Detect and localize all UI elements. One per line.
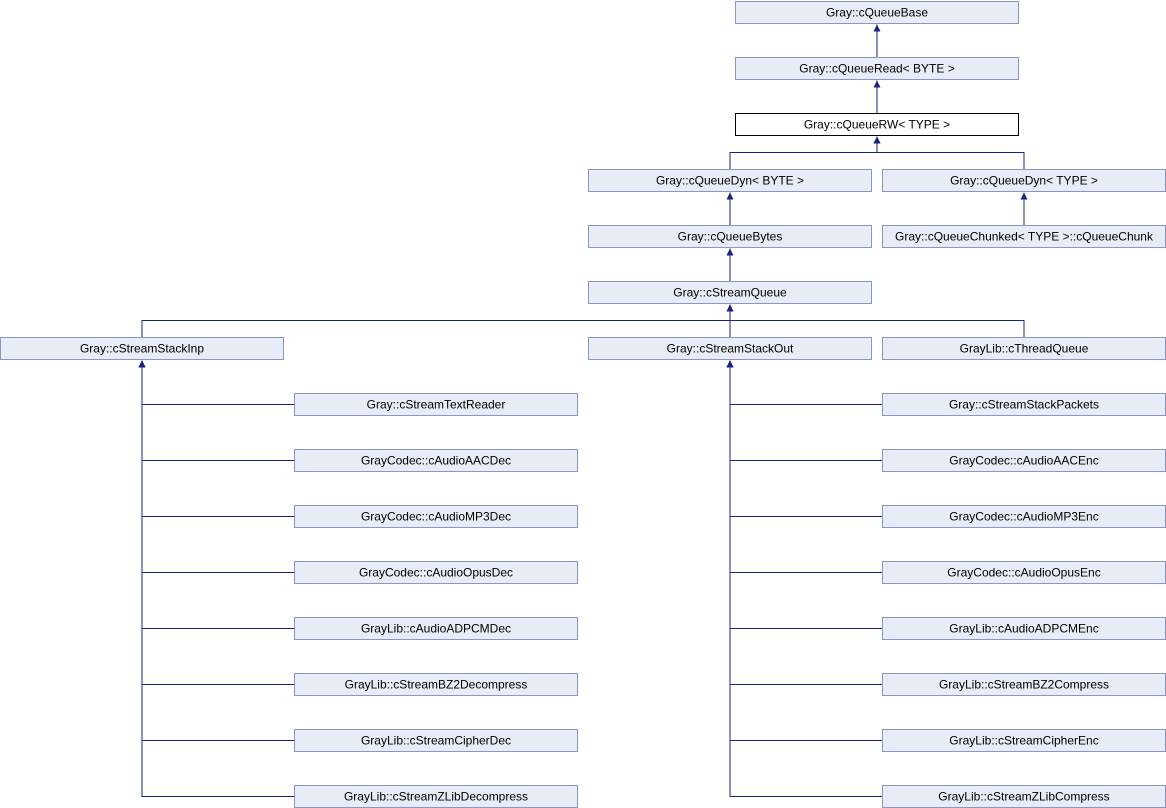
- edge-stream_bz2_decompress-to-stream_stack_inp: [142, 361, 295, 685]
- class-node-label: GrayLib::cStreamCipherDec: [360, 733, 512, 748]
- class-node-stream-cipher-dec[interactable]: [295, 730, 578, 752]
- class-node-label: Gray::cQueueBytes: [677, 229, 783, 244]
- class-node-label: GrayCodec::cAudioOpusDec: [358, 565, 514, 580]
- class-node-label: GrayCodec::cAudioMP3Dec: [360, 509, 512, 524]
- class-node-label: Gray::cStreamStackInp: [79, 341, 205, 356]
- class-node-stream-bz2-compress[interactable]: [883, 674, 1166, 696]
- class-node-thread-queue[interactable]: [883, 338, 1166, 360]
- class-node-queue-bytes[interactable]: [589, 226, 872, 248]
- class-node-label: Gray::cQueueDyn< BYTE >: [655, 173, 805, 188]
- edge-audio_adpcm_dec-to-stream_stack_inp: [142, 361, 295, 629]
- class-node-label: Gray::cStreamStackOut: [666, 341, 794, 356]
- edge-arrowhead: [727, 361, 734, 368]
- edge-stream_zlib_compress-to-stream_stack_out: [730, 361, 883, 797]
- edge-stream_cipher_dec-to-stream_stack_inp: [142, 361, 295, 741]
- class-node-label: GrayCodec::cAudioAACEnc: [949, 453, 1099, 468]
- class-node-label: Gray::cQueueRW< TYPE >: [803, 117, 951, 132]
- class-node-label: GrayLib::cAudioADPCMEnc: [949, 621, 1099, 636]
- class-node-stream-bz2-decompress[interactable]: [295, 674, 578, 696]
- edge-audio_opus_enc-to-stream_stack_out: [730, 361, 883, 573]
- edge-audio_aac_enc-to-stream_stack_out: [730, 361, 883, 461]
- class-node-label: Gray::cQueueRead< BYTE >: [799, 61, 955, 76]
- edge-thread_queue-to-stream_queue: [730, 305, 1024, 338]
- class-node-audio-opus-enc[interactable]: [883, 562, 1166, 584]
- edge-arrowhead: [139, 361, 146, 368]
- class-node-label: GrayLib::cStreamBZ2Compress: [938, 677, 1110, 692]
- edge-stream_zlib_decompress-to-stream_stack_inp: [142, 361, 295, 797]
- class-node-audio-aac-enc[interactable]: [883, 450, 1166, 472]
- class-node-stream-stack-out[interactable]: [589, 338, 872, 360]
- class-node-label: GrayLib::cStreamCipherEnc: [949, 733, 1099, 748]
- class-node-stream-text-reader[interactable]: [295, 394, 578, 416]
- class-node-label: GrayLib::cAudioADPCMDec: [360, 621, 512, 636]
- edge-stream_text_reader-to-stream_stack_inp: [142, 361, 295, 405]
- edge-arrowhead: [727, 193, 734, 200]
- class-node-label: GrayCodec::cAudioOpusEnc: [947, 565, 1101, 580]
- class-node-audio-adpcm-enc[interactable]: [883, 618, 1166, 640]
- class-node-stream-cipher-enc[interactable]: [883, 730, 1166, 752]
- edge-arrowhead: [874, 137, 881, 144]
- class-node-stream-stack-packets[interactable]: [883, 394, 1166, 416]
- class-node-label: GrayLib::cThreadQueue: [959, 341, 1089, 356]
- edge-stream_cipher_enc-to-stream_stack_out: [730, 361, 883, 741]
- class-node-label: Gray::cQueueBase: [825, 5, 929, 20]
- class-node-stream-stack-inp[interactable]: [1, 338, 284, 360]
- edge-arrowhead: [874, 81, 881, 88]
- edge-audio_opus_dec-to-stream_stack_inp: [142, 361, 295, 573]
- edge-arrowhead: [1021, 193, 1028, 200]
- class-node-label: Gray::cStreamStackPackets: [948, 397, 1100, 412]
- class-node-stream-zlib-compress[interactable]: [883, 786, 1166, 808]
- edge-audio_aac_dec-to-stream_stack_inp: [142, 361, 295, 461]
- edge-audio_adpcm_enc-to-stream_stack_out: [730, 361, 883, 629]
- class-node-label: Gray::cQueueChunked< TYPE >::cQueueChunk: [895, 229, 1153, 244]
- class-node-queue-dyn-byte[interactable]: [589, 170, 872, 192]
- class-node-label: Gray::cQueueDyn< TYPE >: [950, 173, 1098, 188]
- class-node-audio-mp3-enc[interactable]: [883, 506, 1166, 528]
- edge-queue_dyn_type-to-queue_rw_type: [877, 137, 1024, 170]
- class-node-label: GrayLib::cStreamZLibCompress: [938, 789, 1110, 804]
- class-node-label: GrayCodec::cAudioAACDec: [360, 453, 512, 468]
- edge-audio_mp3_enc-to-stream_stack_out: [730, 361, 883, 517]
- edge-arrowhead: [727, 249, 734, 256]
- class-node-queue-dyn-type[interactable]: [883, 170, 1166, 192]
- class-node-label: Gray::cStreamQueue: [673, 285, 787, 300]
- class-node-audio-aac-dec[interactable]: [295, 450, 578, 472]
- class-node-label: Gray::cStreamTextReader: [366, 397, 506, 412]
- class-node-stream-zlib-decompress[interactable]: [295, 786, 578, 808]
- class-node-queue-rw-type: [736, 114, 1019, 136]
- edge-stream_stack_inp-to-stream_queue: [142, 305, 730, 338]
- class-node-label: GrayCodec::cAudioMP3Enc: [949, 509, 1099, 524]
- class-node-queue-base[interactable]: [736, 2, 1019, 24]
- class-node-audio-opus-dec[interactable]: [295, 562, 578, 584]
- edge-arrowhead: [874, 25, 881, 32]
- edge-queue_dyn_byte-to-queue_rw_type: [730, 137, 877, 170]
- class-node-audio-adpcm-dec[interactable]: [295, 618, 578, 640]
- class-node-queue-read-byte[interactable]: [736, 58, 1019, 80]
- class-node-label: GrayLib::cStreamZLibDecompress: [343, 789, 529, 804]
- class-node-audio-mp3-dec[interactable]: [295, 506, 578, 528]
- class-node-label: GrayLib::cStreamBZ2Decompress: [344, 677, 528, 692]
- edge-arrowhead: [727, 305, 734, 312]
- class-node-stream-queue[interactable]: [589, 282, 872, 304]
- edge-stream_bz2_compress-to-stream_stack_out: [730, 361, 883, 685]
- edge-audio_mp3_dec-to-stream_stack_inp: [142, 361, 295, 517]
- edge-stream_stack_packets-to-stream_stack_out: [730, 361, 883, 405]
- class-node-queue-chunked-chunk[interactable]: [883, 226, 1166, 248]
